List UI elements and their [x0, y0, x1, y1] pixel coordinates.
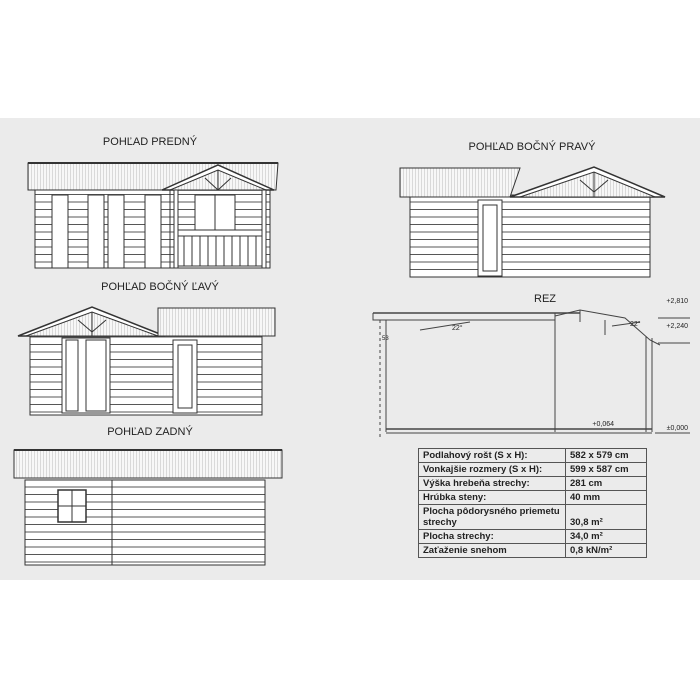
- level-eave: +2,240: [666, 323, 688, 330]
- level-top: +2,810: [666, 298, 688, 305]
- spec-label: Zaťaženie snehom: [419, 544, 566, 558]
- table-row: [419, 491, 647, 505]
- spec-value: 30,8 m²: [566, 505, 647, 530]
- level-floor: +0,064: [592, 421, 614, 428]
- specs-table: [418, 448, 647, 558]
- dim-small: 53: [382, 336, 389, 342]
- table-row: [419, 544, 647, 558]
- section-view-title: REZ: [534, 293, 556, 305]
- back-view: [14, 450, 282, 565]
- section-angle-left: 22°: [452, 325, 463, 332]
- section-view: [373, 310, 690, 440]
- spec-value: 40 mm: [566, 491, 647, 505]
- table-row: [419, 463, 647, 477]
- spec-value: 281 cm: [566, 477, 647, 491]
- spec-label: Plocha pôdorysného priemetu strechy: [419, 505, 566, 530]
- right-side-view: [400, 167, 665, 277]
- left-side-view: [18, 307, 275, 415]
- table-row: [419, 477, 647, 491]
- table-row: [419, 530, 647, 544]
- spec-value: 599 x 587 cm: [566, 463, 647, 477]
- spec-label: Výška hrebeňa strechy:: [419, 477, 566, 491]
- front-view-title: POHĽAD PREDNÝ: [102, 136, 198, 148]
- front-view: [28, 163, 278, 268]
- right-side-view-title: POHĽAD BOČNÝ PRAVÝ: [468, 141, 596, 153]
- spec-value: 0,8 kN/m²: [566, 544, 647, 558]
- back-view-title: POHĽAD ZADNÝ: [107, 426, 193, 438]
- spec-label: Vonkajšie rozmery (S x H):: [419, 463, 566, 477]
- spec-label: Plocha strechy:: [419, 530, 566, 544]
- spec-value: 582 x 579 cm: [566, 449, 647, 463]
- spec-label: Podlahový rošt (S x H):: [419, 449, 566, 463]
- left-side-view-title: POHĽAD BOČNÝ ĽAVÝ: [101, 281, 219, 293]
- level-ground: ±0,000: [666, 425, 688, 432]
- section-angle-right: 22°: [630, 321, 641, 328]
- spec-value: 34,0 m²: [566, 530, 647, 544]
- table-row: [419, 449, 647, 463]
- table-row: [419, 505, 647, 530]
- spec-label: Hrúbka steny:: [419, 491, 566, 505]
